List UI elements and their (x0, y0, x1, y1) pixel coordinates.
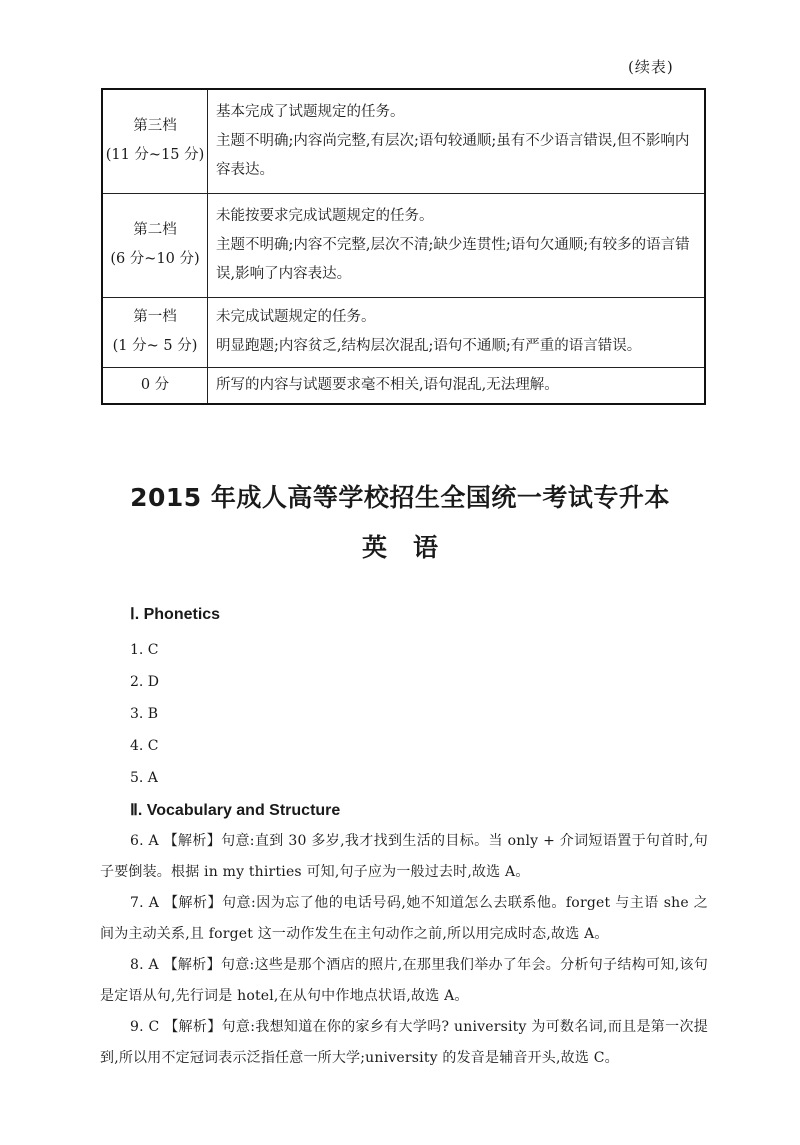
level-range: (1 分~ 5 分) (112, 338, 198, 354)
description-cell (208, 193, 706, 297)
level-cell (102, 193, 208, 297)
level-name: 0 分 (140, 376, 170, 393)
description-line: 主题不明确;内容尚完整,有层次;语句较通顺;虽有不少语言错误,但不影响内容表达。 (216, 132, 690, 178)
answer-item: 3. B (130, 706, 159, 722)
level-name: 第一档 (133, 309, 177, 325)
answer-explanation: 8. A 【解析】句意:这些是那个酒店的照片,在那里我们举办了年会。分析句子结构可知,该句是定语从句,先行词是 hotel,在从句中作地点状语,故选 A。 (100, 957, 708, 1004)
table-row (102, 89, 705, 193)
description-cell (208, 89, 706, 193)
answer-item: 4. C (130, 738, 159, 754)
section-heading-vocabulary: Ⅱ. Vocabulary and Structure (130, 802, 341, 819)
description-cell (208, 367, 706, 404)
level-range: (6 分~10 分) (110, 251, 200, 267)
table-row (102, 193, 705, 297)
description-cell (208, 297, 706, 367)
answer-item: 5. A (130, 770, 158, 786)
subject-title (0, 528, 800, 564)
answer-content (100, 600, 708, 1074)
answer-explanation: 6. A 【解析】句意:直到 30 多岁,我才找到生活的目标。当 only + 介词短语置于句首时,句子要倒装。根据 in my thirties 可知,句子应为一般过去时,故选 A。 (100, 833, 708, 880)
description-line: 基本完成了试题规定的任务。 (216, 103, 405, 120)
description-line: 主题不明确;内容不完整,层次不清;缺少连贯性;语句欠通顺;有较多的语言错误,影响了内容表达。 (216, 236, 690, 282)
description-line: 明显跑题;内容贫乏,结构层次混乱;语句不通顺;有严重的语言错误。 (216, 338, 642, 354)
description-line: 未完成试题规定的任务。 (216, 309, 376, 325)
answer-explanation: 9. C 【解析】句意:我想知道在你的家乡有大学吗? university 为可数名词,而且是第一次提到,所以用不定冠词表示泛指任意一所大学;university 的发音是辅音开头,故选 C。 (100, 1019, 708, 1066)
level-name: 第二档 (133, 222, 177, 238)
answer-item: 1. C (130, 642, 159, 658)
table-row (102, 297, 705, 367)
exam-title: 2015 年成人高等学校招生全国统一考试专升本 (130, 483, 670, 512)
subject-text: 英语 (361, 533, 464, 562)
level-range: (11 分~15 分) (105, 147, 205, 164)
level-cell (102, 367, 208, 404)
continuation-note: (续表) (628, 58, 674, 76)
level-cell (102, 297, 208, 367)
description-line: 未能按要求完成试题规定的任务。 (216, 207, 434, 224)
grading-table (101, 88, 706, 405)
answer-item: 2. D (130, 674, 160, 690)
answer-explanation: 7. A 【解析】句意:因为忘了他的电话号码,她不知道怎么去联系他。forget 与主语 she 之间为主动关系,且 forget 这一动作发生在主句动作之前,所以用完成时态,故选 A。 (100, 895, 708, 942)
description-line: 所写的内容与试题要求毫不相关,语句混乱,无法理解。 (216, 376, 559, 393)
level-name: 第三档 (133, 118, 177, 135)
section-heading-phonetics: Ⅰ. Phonetics (130, 606, 221, 623)
level-cell (102, 89, 208, 193)
table-row (102, 367, 705, 404)
